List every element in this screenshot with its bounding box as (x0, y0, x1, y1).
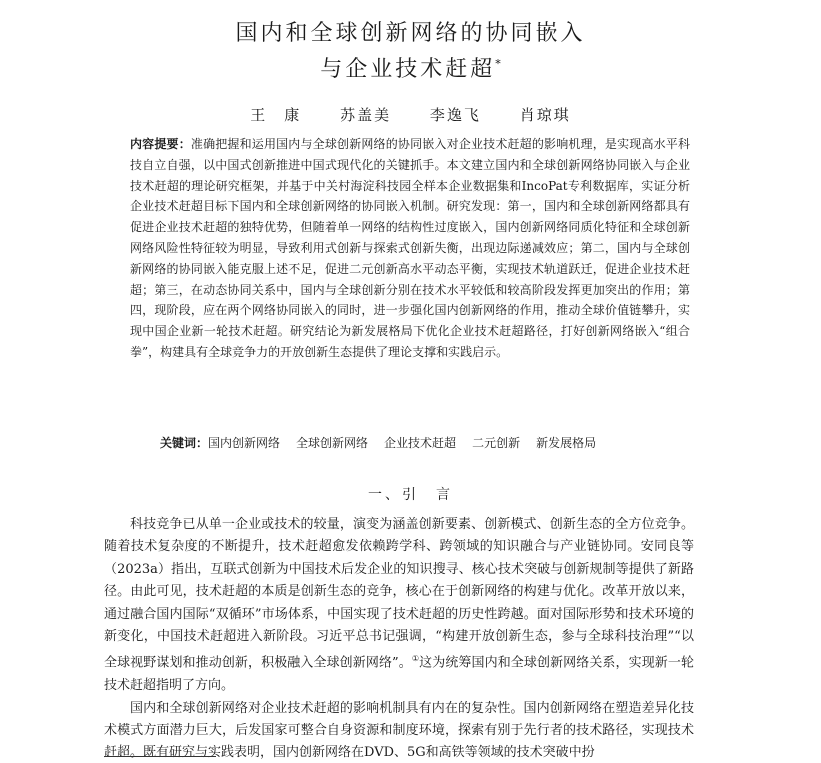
title-footnote-mark: * (495, 57, 501, 71)
footnote-divider (104, 756, 216, 757)
author-name: 王 康 (250, 106, 302, 124)
title-line-1: 国内和全球创新网络的协同嵌入 (235, 21, 586, 46)
keyword: 国内创新网络 (208, 436, 281, 450)
paragraph: 国内和全球创新网络对企业技术赶超的影响机制具有内在的复杂性。国内创新网络在塑造差异化技术模式方面潜力巨大，后发国家可整合自身资源和制度环境，探索有别于先行者的技术路径，实现技术赶超。既有研究与实践表明，国内创新网络在DVD、5G和高铁等领域的技术突破中扮 (104, 700, 694, 761)
paragraph-text: 这为统筹国内和全球创新网络关系，实现新一轮技术赶超指明了方向。 (104, 655, 694, 694)
author-list (0, 104, 821, 125)
author-name: 肖琼琪 (519, 106, 571, 124)
keyword: 二元创新 (472, 436, 521, 450)
paragraph-text: 科技竞争已从单一企业或技术的较量，演变为涵盖创新要素、创新模式、创新生态的全方位竞争。随着技术复杂度的不断提升，技术赶超愈发依赖跨学科、跨领域的知识融合与产业链协同。安同良等（2023a）指出，互联式创新为中国技术后发企业的知识搜寻、核心技术突破与创新规制等提供了新路径。由此可见，技术赶超的本质是创新生态的竞争，核心在于创新网络的构建与优化。改革开放以来，通过融合国内国际“双循环”市场体系，中国实现了技术赶超的历史性跨越。面对国际形势和技术环境的新变化，中国技术赶超进入新阶段。习近平总书记强调，“构建开放创新生态，参与全球科技治理”“以全球视野谋划和推动创新，积极融入全球创新网络”。 (104, 517, 694, 671)
abstract-label: 内容提要： (130, 137, 191, 151)
title-line-2-text: 与企业技术赶超 (320, 57, 496, 82)
footnote-ref[interactable]: ① (411, 654, 420, 664)
keyword: 全球创新网络 (296, 436, 369, 450)
keyword: 新发展格局 (536, 436, 597, 450)
section-heading: 一、引 言 (368, 487, 453, 503)
title-line-2 (0, 52, 821, 83)
paragraph (104, 514, 694, 698)
abstract-text: 准确把握和运用国内与全球创新网络的协同嵌入对企业技术赶超的影响机理，是实现高水平科技自立自强，以中国式创新推进中国式现代化的关键抓手。本文建立国内和全球创新网络协同嵌入与企业技术赶超的理论研究框架，并基于中关村海淀科技园全样本企业数据集和IncoPat专利数据库，实证分析企业技术赶超目标下国内和全球创新网络的协同嵌入机制。研究发现：第一，国内和全球创新网络都具有促进企业技术赶超的独特优势，但随着单一网络的结构性过度嵌入，国内创新网络同质化特征和全球创新网络风险性特征较为明显，导致利用式创新与探索式创新失衡，出现边际递减效应；第二，国内与全球创新网络的协同嵌入能克服上述不足，促进二元创新高水平动态平衡，实现技术轨道跃迁，促进企业技术赶超；第三，在动态协同关系中，国内与全球创新分别在技术水平较低和较高阶段发挥更加突出的作用；第四，现阶段，应在两个网络协同嵌入的同时，进一步强化国内创新网络的作用，推动全球价值链攀升，实现中国企业新一轮技术赶超。研究结论为新发展格局下优化企业技术赶超路径，打好创新网络嵌入“组合拳”，构建具有全球竞争力的开放创新生态提供了理论支撑和实践启示。 (130, 137, 690, 359)
author-name: 苏盖美 (340, 106, 392, 124)
abstract (130, 134, 690, 363)
keyword: 企业技术赶超 (384, 436, 457, 450)
author-name: 李逸飞 (429, 106, 481, 124)
keywords-label: 关键词： (160, 436, 209, 450)
keywords (160, 434, 690, 452)
body-text (104, 514, 694, 763)
